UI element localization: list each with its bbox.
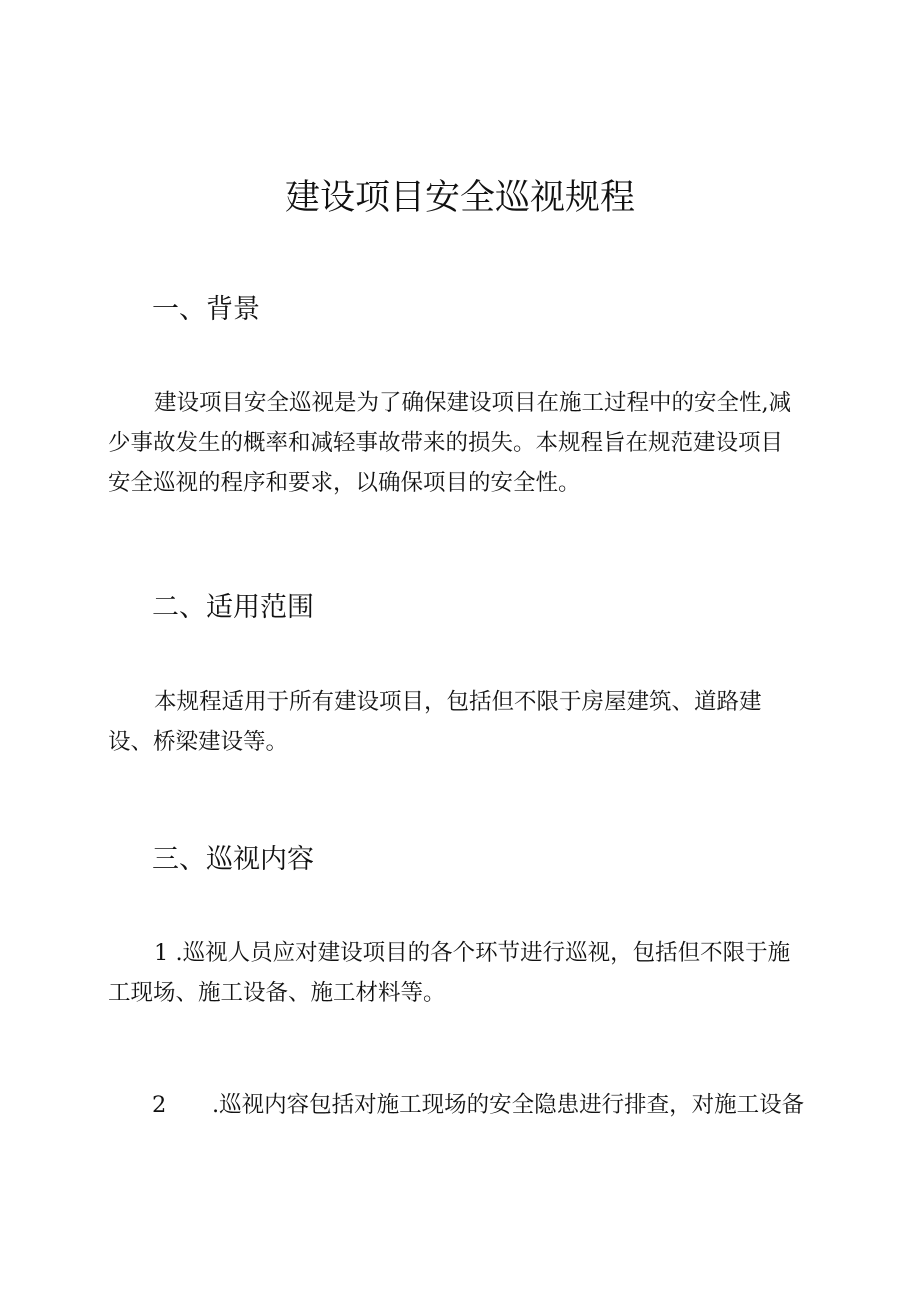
paragraph-scope [108, 682, 820, 762]
paragraph-line: 1 .巡视人员应对建设项目的各个环节进行巡视，包括但不限于施 [154, 940, 791, 966]
list-item-2 [152, 1085, 804, 1125]
section-heading-content: 三、巡视内容 [152, 844, 314, 875]
paragraph-line: 设、桥梁建设等。 [108, 729, 289, 755]
paragraph-line: 工现场、施工设备、施工材料等。 [108, 980, 446, 1006]
paragraph-background [108, 383, 820, 503]
list-item-number: 2 [152, 1092, 167, 1118]
list-item-1 [108, 933, 820, 1013]
paragraph-line: 少事故发生的概率和减轻事故带来的损失。本规程旨在规范建设项目 [108, 430, 784, 456]
paragraph-line: 安全巡视的程序和要求，以确保项目的安全性。 [108, 470, 581, 496]
paragraph-line: 本规程适用于所有建设项目，包括但不限于房屋建筑、道路建 [154, 689, 762, 715]
paragraph-line: 建设项目安全巡视是为了确保建设项目在施工过程中的安全性,减 [154, 390, 792, 416]
section-heading-scope: 二、适用范围 [152, 592, 314, 623]
document-title: 建设项目安全巡视规程 [284, 178, 635, 218]
list-item-text: .巡视内容包括对施工现场的安全隐患进行排查，对施工设备 [212, 1092, 805, 1118]
section-heading-background: 一、背景 [152, 294, 260, 325]
